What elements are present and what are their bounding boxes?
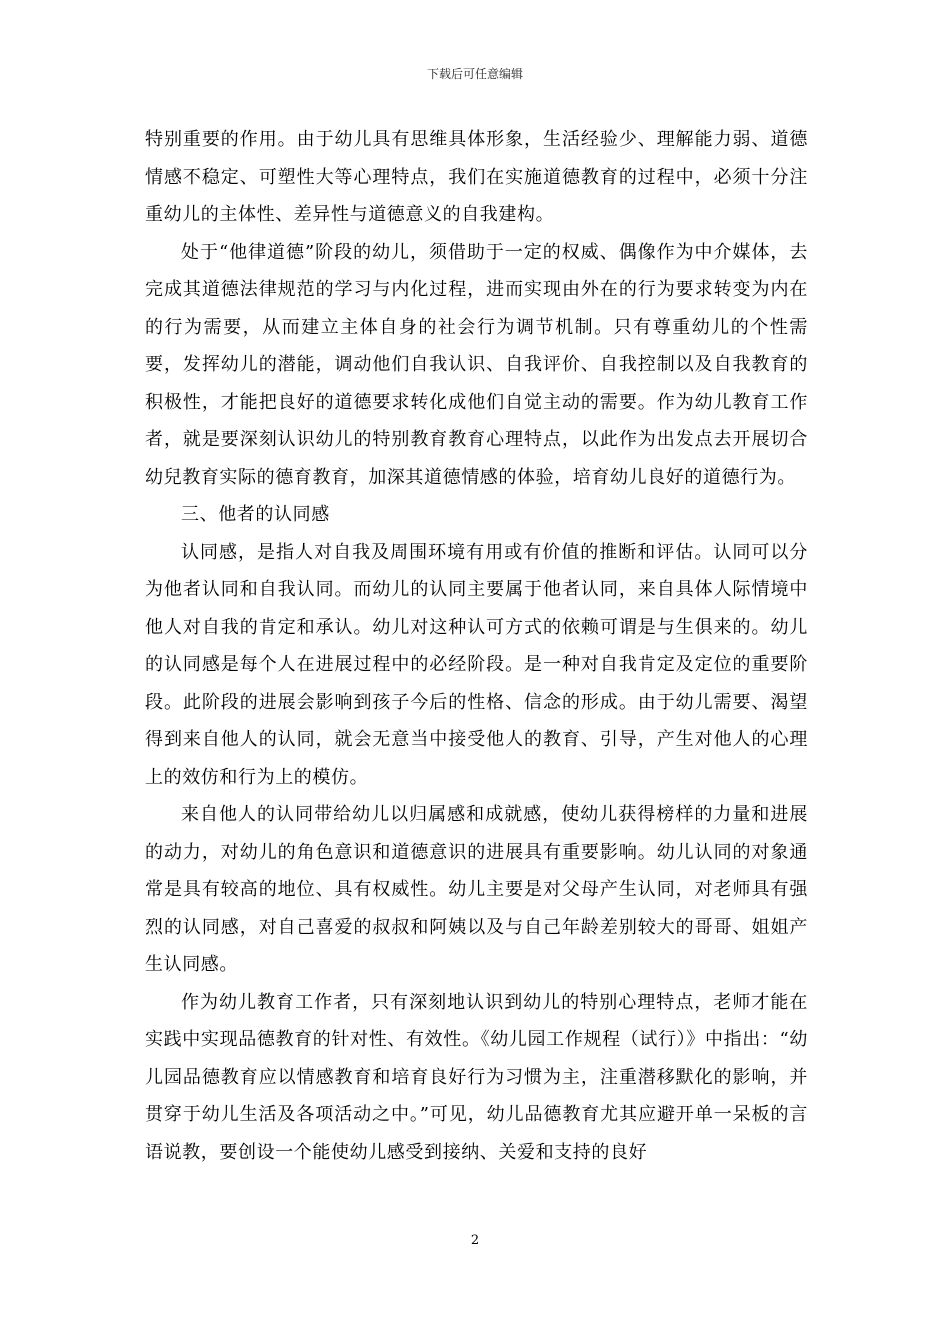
page-number: 2	[470, 1233, 480, 1248]
paragraph-continuation: 特别重要的作用。由于幼儿具有思维具体形象，生活经验少、理解能力弱、道德情感不稳定、可塑性大等心理特点，我们在实施道德教育的过程中，必须十分注重幼儿的主体性、差异性与道德意义的自我建构。	[145, 129, 808, 225]
section-heading-identity: 三、他者的认同感	[181, 504, 330, 525]
paragraph-identity-effects: 来自他人的认同带给幼儿以归属感和成就感，使幼儿获得榜样的力量和进展的动力，对幼儿的角色意识和道德意识的进展具有重要影响。幼儿认同的对象通常是具有较高的地位、具有权威性。幼儿主要是对父母产生认同，对老师具有强烈的认同感，对自己喜爱的叔叔和阿姨以及与自己年龄差别较大的哥哥、姐姐产生认同感。	[145, 804, 808, 975]
paragraph-educator-role: 作为幼儿教育工作者，只有深刻地认识到幼儿的特别心理特点，老师才能在实践中实现品德教育的针对性、有效性。《幼儿园工作规程（试行）》中指出：“幼儿园品德教育应以情感教育和培育良好行为习惯为主，注重潜移默化的影响，并贯穿于幼儿生活及各项活动之中。”可见，幼儿品德教育尤其应避开单一呆板的言语说教，要创设一个能使幼儿感受到接纳、关爱和支持的良好	[145, 991, 808, 1163]
paragraph-identity-definition: 认同感，是指人对自我及周围环境有用或有价值的推断和评估。认同可以分为他者认同和自我认同。而幼儿的认同主要属于他者认同，来自具体人际情境中他人对自我的肯定和承认。幼儿对这种认可方式的依赖可谓是与生俱来的。幼儿的认同感是每个人在进展过程中的必经阶段。是一种对自我肯定及定位的重要阶段。此阶段的进展会影响到孩子今后的性格、信念的形成。由于幼儿需要、渴望得到来自他人的认同，就会无意当中接受他人的教育、引导，产生对他人的心理上的效仿和行为上的模仿。	[145, 541, 808, 788]
document-body	[145, 121, 808, 1171]
paragraph-heteronomous-morality: 处于“他律道德”阶段的幼儿，须借助于一定的权威、偶像作为中介媒体，去完成其道德法律规范的学习与内化过程，进而实现由外在的行为要求转变为内在的行为需要，从而建立主体自身的社会行为调节机制。只有尊重幼儿的个性需要，发挥幼儿的潜能，调动他们自我认识、自我评价、自我控制以及自我教育的积极性，才能把良好的道德要求转化成他们自觉主动的需要。作为幼儿教育工作者，就是要深刻认识幼儿的特别教育教育心理特点，以此作为出发点去开展切合幼兒教育实际的德育教育，加深其道德情感的体验，培育幼儿良好的道德行为。	[145, 241, 808, 488]
page-header: 下载后可任意编辑	[426, 67, 523, 81]
